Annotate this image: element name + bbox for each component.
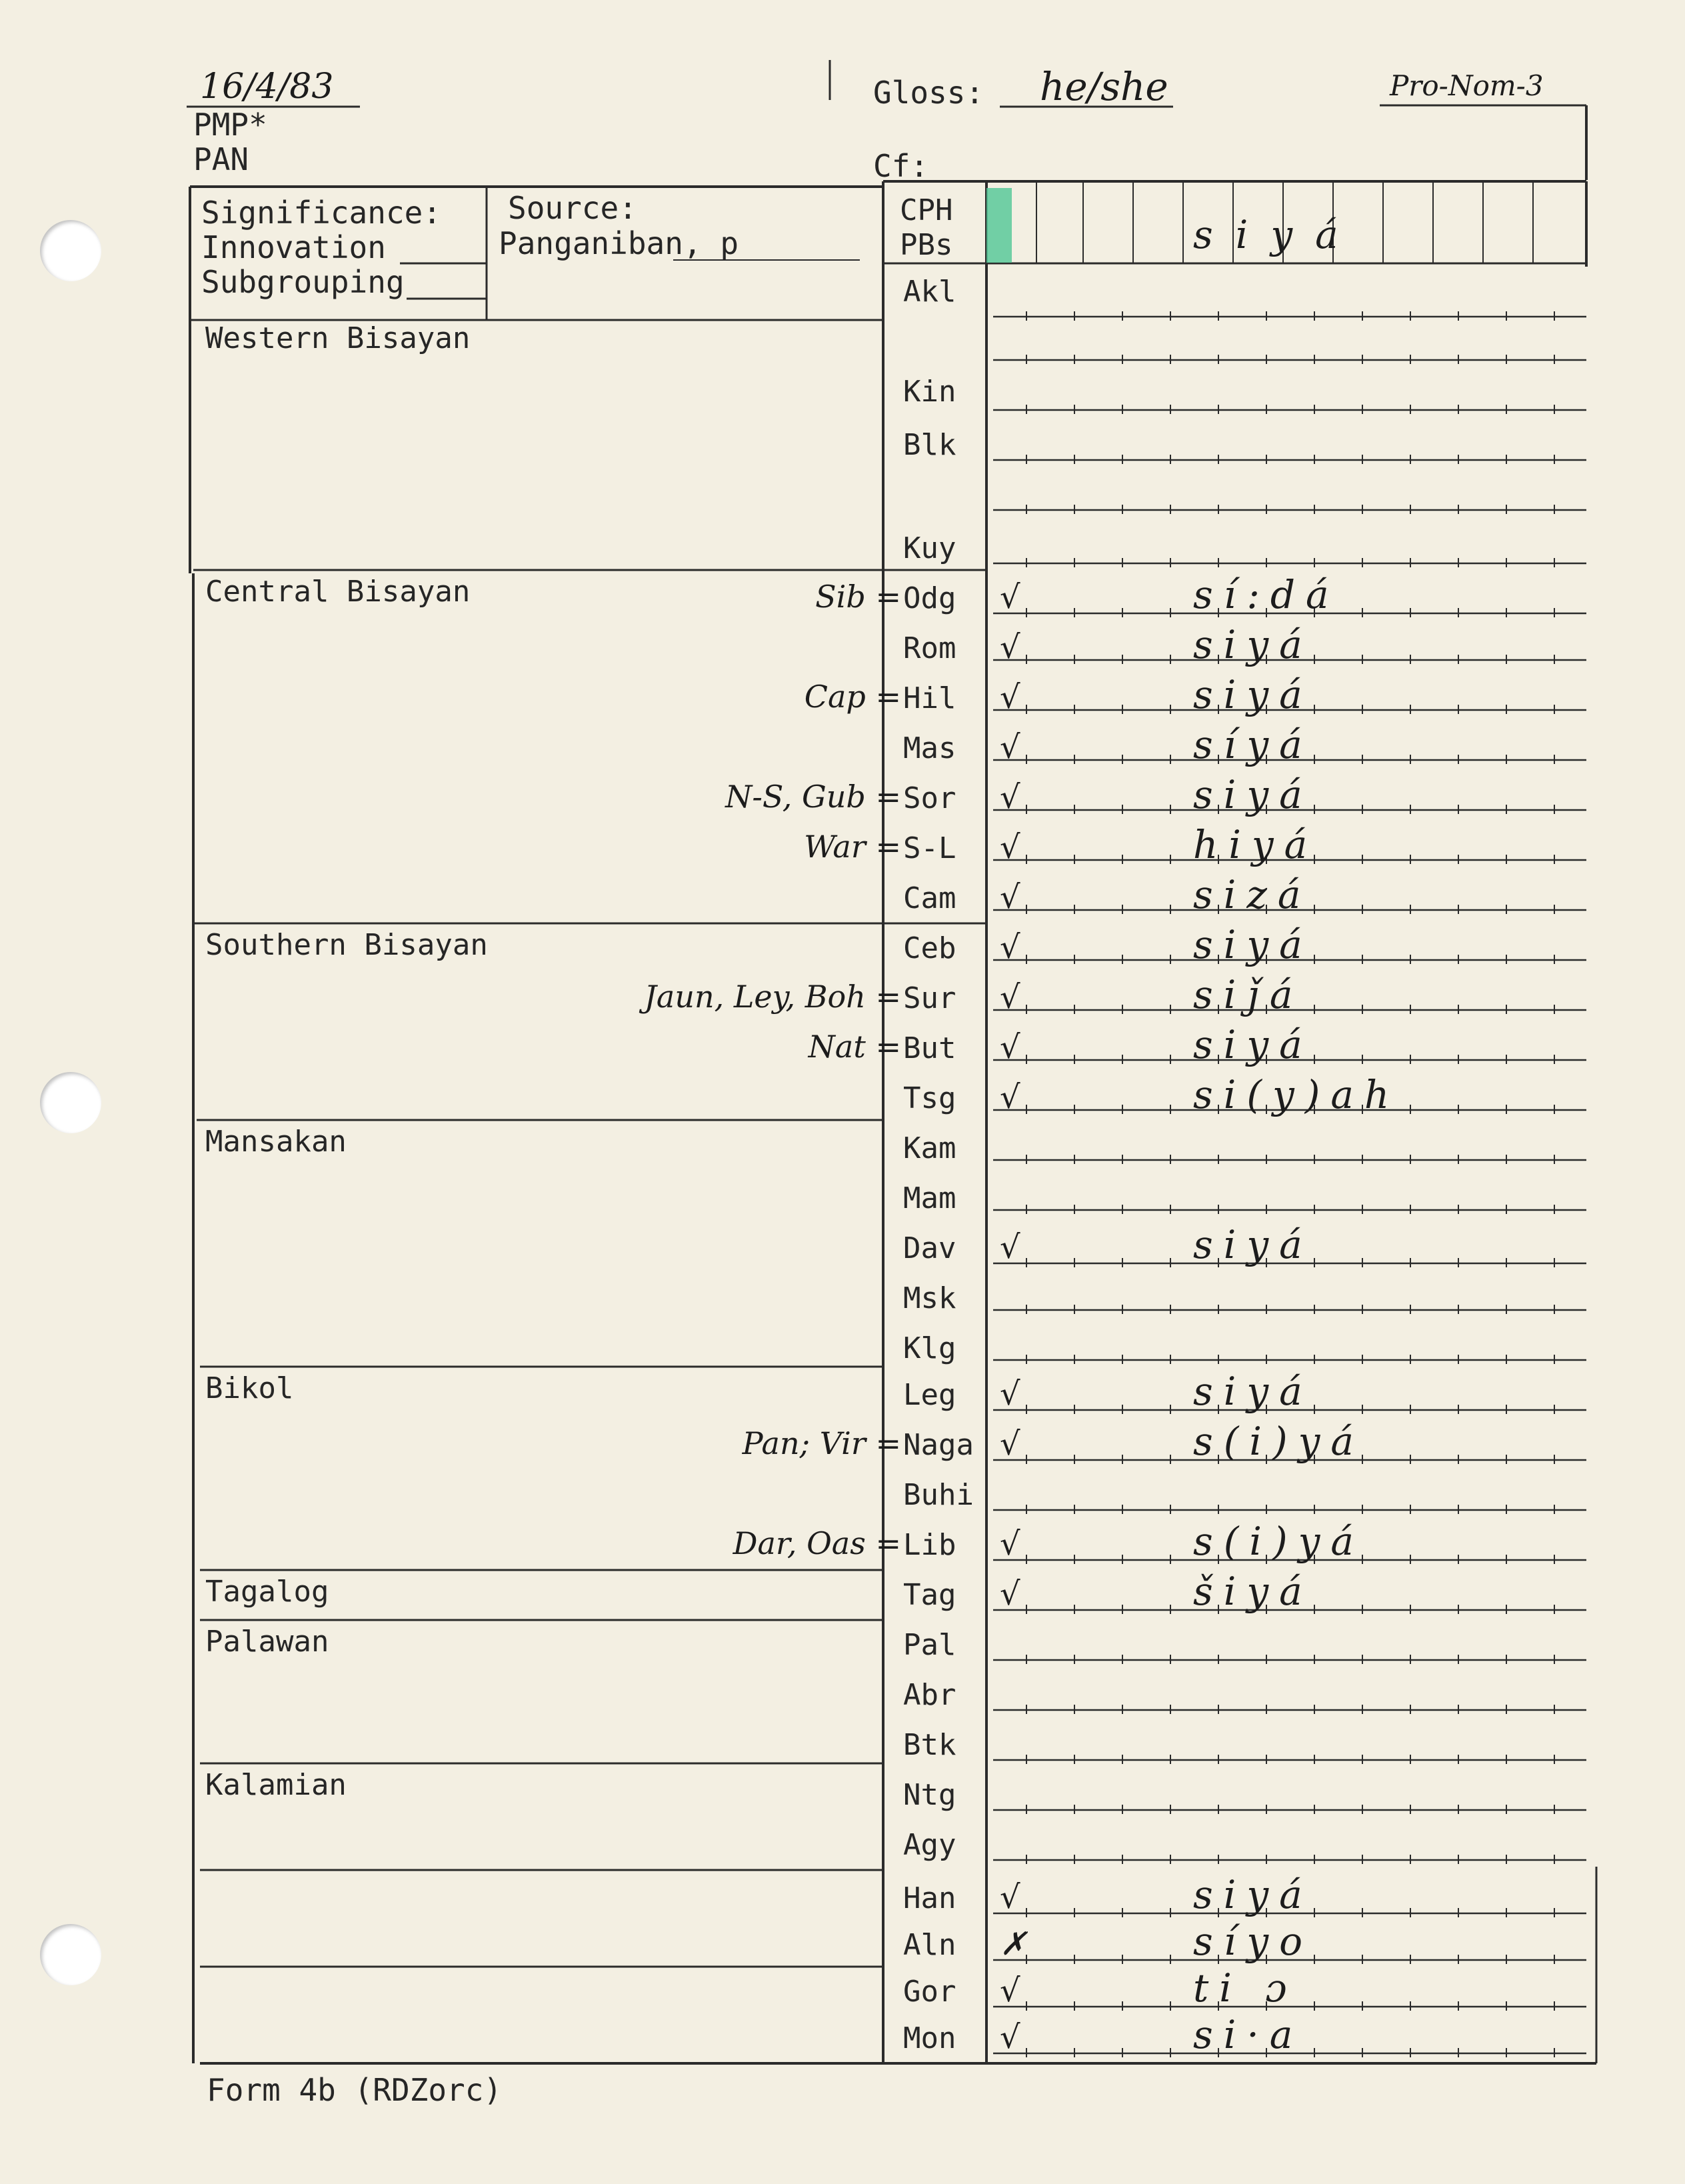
row-code: Kuy <box>903 531 956 565</box>
row-code: Akl <box>903 275 956 309</box>
group-label: Bikol <box>205 1371 294 1405</box>
row-form: siyá <box>1193 772 1313 817</box>
row-form: siyá <box>1193 672 1313 717</box>
row-code: Sor <box>903 781 956 815</box>
row-check: √ <box>1000 629 1020 666</box>
green-highlight <box>986 188 1012 263</box>
row-check: √ <box>1000 1375 1020 1413</box>
row-code: Mam <box>903 1181 956 1215</box>
group-label: Central Bisayan <box>205 575 471 609</box>
row-code: Gor <box>903 1975 956 2009</box>
row-code: Lib <box>903 1528 956 1562</box>
row-form: sí:dá <box>1193 572 1340 617</box>
code-cph: CPH <box>900 193 953 227</box>
row-check: √ <box>1000 1425 1020 1463</box>
row-code: Kin <box>903 375 956 409</box>
row-code: Pal <box>903 1628 956 1662</box>
row-code: Tag <box>903 1578 956 1612</box>
row-code: Naga <box>903 1428 974 1462</box>
group-label: Kalamian <box>205 1768 347 1802</box>
row-code: Tsg <box>903 1081 956 1115</box>
row-code: Hil <box>903 681 956 715</box>
pmp-label: PMP* <box>193 107 267 143</box>
source-value: Panganiban, p <box>499 225 739 261</box>
group-label: Palawan <box>205 1625 329 1659</box>
group-label: Tagalog <box>205 1575 329 1609</box>
row-code: Cam <box>903 881 956 915</box>
row-code: Rom <box>903 631 956 665</box>
row-check: √ <box>1000 1972 1020 2009</box>
row-form: siyá <box>1193 1872 1313 1917</box>
row-note: Dar, Oas = <box>733 1525 901 1561</box>
row-form: siǰá <box>1193 972 1304 1017</box>
row-check: √ <box>1000 1229 1020 1266</box>
row-code: Abr <box>903 1678 956 1712</box>
row-code: Aln <box>903 1928 956 1962</box>
row-form: si·a <box>1193 2012 1304 2057</box>
group-label: Western Bisayan <box>205 321 471 355</box>
row-check: √ <box>1000 1575 1020 1613</box>
row-check: √ <box>1000 929 1020 966</box>
row-form: šiyá <box>1193 1569 1313 1614</box>
row-code: Ceb <box>903 931 956 965</box>
row-form: siyá <box>1193 622 1313 667</box>
row-check: √ <box>1000 1079 1020 1116</box>
row-check: √ <box>1000 1525 1020 1563</box>
row-note: War = <box>804 829 901 865</box>
row-form: síyo <box>1193 1919 1313 1964</box>
row-code: Blk <box>903 428 956 462</box>
row-note: N-S, Gub = <box>725 779 901 815</box>
row-check: √ <box>1000 879 1020 916</box>
row-code: Leg <box>903 1378 956 1412</box>
row-code: Btk <box>903 1728 956 1762</box>
row-code: Kam <box>903 1131 956 1165</box>
top-form: siyá <box>1193 212 1361 257</box>
row-note: Nat = <box>808 1029 901 1065</box>
significance-label: Significance: <box>201 195 442 231</box>
row-code: Msk <box>903 1281 956 1315</box>
row-code: Mon <box>903 2021 956 2055</box>
row-code: But <box>903 1031 956 1065</box>
row-check: √ <box>1000 729 1020 766</box>
row-check: √ <box>1000 829 1020 866</box>
gloss-label: Gloss: <box>873 75 984 111</box>
row-check: ✗ <box>1000 1925 1027 1963</box>
row-form: hiyá <box>1193 822 1318 867</box>
row-note: Jaun, Ley, Boh = <box>644 979 901 1015</box>
footer-form-label: Form 4b (RDZorc) <box>207 2072 503 2108</box>
cf-label: Cf: <box>873 148 929 184</box>
row-check: √ <box>1000 1029 1020 1066</box>
row-code: Dav <box>903 1231 956 1265</box>
row-form: sizá <box>1193 872 1312 917</box>
group-label: Southern Bisayan <box>205 928 488 962</box>
row-check: √ <box>1000 1879 1020 1916</box>
pan-label: PAN <box>193 141 249 177</box>
row-check: √ <box>1000 579 1020 616</box>
row-check: √ <box>1000 979 1020 1016</box>
row-form: síyá <box>1193 722 1313 767</box>
group-label: Mansakan <box>205 1125 347 1159</box>
row-code: Odg <box>903 581 956 615</box>
row-code: Ntg <box>903 1778 956 1812</box>
row-form: siyá <box>1193 1369 1313 1414</box>
row-code: Buhi <box>903 1478 974 1512</box>
row-code: S-L <box>903 831 956 865</box>
source-label: Source: <box>508 190 637 226</box>
row-form: ti ɔ <box>1193 1965 1298 2011</box>
row-form: s(i)yá <box>1193 1519 1364 1564</box>
gloss-value: he/she <box>1040 64 1168 109</box>
form-id: Pro-Nom-3 <box>1390 69 1544 102</box>
innovation-label: Innovation <box>201 229 386 265</box>
row-code: Agy <box>903 1828 956 1862</box>
row-code: Sur <box>903 981 956 1015</box>
subgrouping-label: Subgrouping <box>201 264 405 300</box>
date: 16/4/83 <box>200 67 334 107</box>
row-note: Cap = <box>804 679 901 715</box>
row-check: √ <box>1000 2019 1020 2056</box>
row-form: siyá <box>1193 922 1313 967</box>
row-form: siyá <box>1193 1222 1313 1267</box>
row-form: si(y)ah <box>1193 1072 1400 1117</box>
row-form: s(i)yá <box>1193 1419 1364 1464</box>
row-code: Klg <box>903 1331 956 1365</box>
row-check: √ <box>1000 679 1020 716</box>
row-check: √ <box>1000 779 1020 816</box>
row-note: Pan; Vir = <box>742 1425 901 1461</box>
row-note: Sib = <box>815 579 901 615</box>
row-form: siyá <box>1193 1022 1313 1067</box>
code-pbs: PBs <box>900 228 953 262</box>
row-code: Mas <box>903 731 956 765</box>
row-code: Han <box>903 1881 956 1915</box>
